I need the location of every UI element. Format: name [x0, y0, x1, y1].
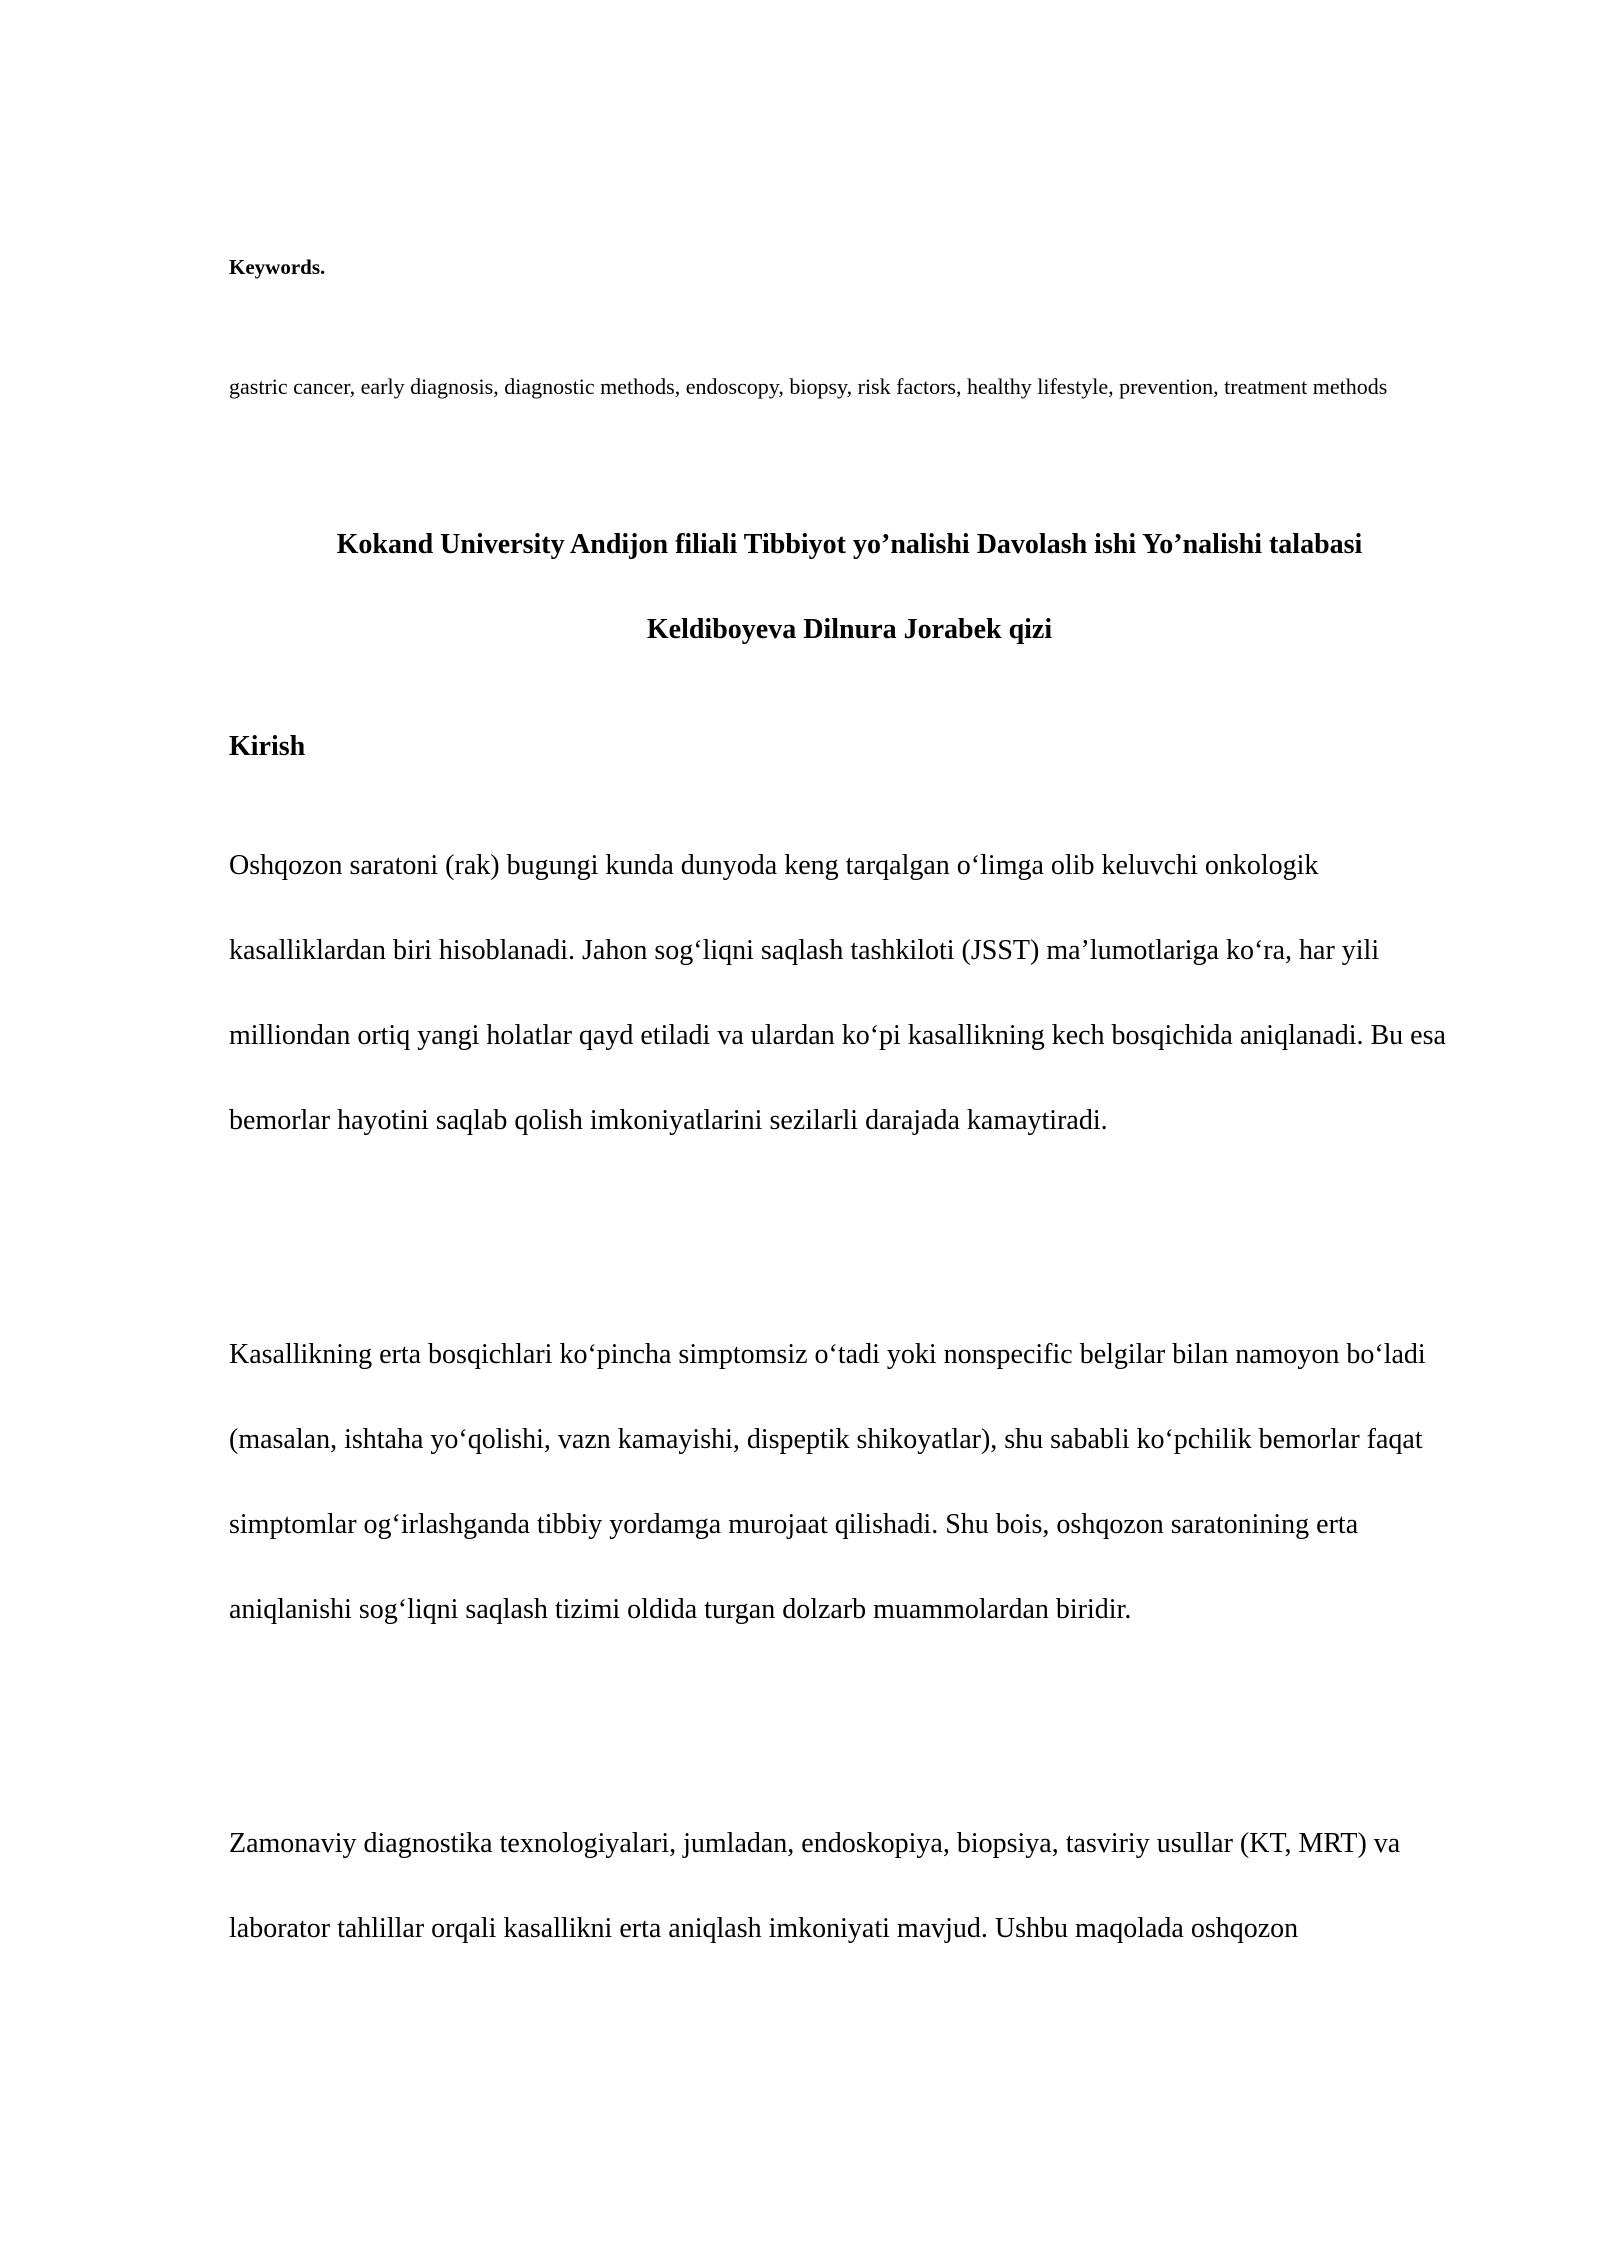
- keywords-heading: Keywords.: [229, 255, 326, 279]
- section-heading: Kirish: [229, 731, 306, 762]
- affiliation-title: Kokand University Andijon filiali Tibbiyot yo’nalishi Davolash ishi Yo’nalishi talabasi: [336, 529, 1363, 560]
- body-paragraph: Zamonaviy diagnostika texnologiyalari, jumladan, endoskopiya, biopsiya, tasviriy usullar (KT, MRT) va laborator tahlillar orqali kasallikni erta aniqlash imkoniyati mavjud. Ushbu maqolada oshqozon: [229, 1828, 1401, 1944]
- body-paragraph: Kasallikning erta bosqichlari ko‘pincha simptomsiz o‘tadi yoki nonspecific belgilar bilan namoyon bo‘ladi (masalan, ishtaha yo‘qolishi, vazn kamayishi, dispeptik shikoyatlar), shu sababli ko‘pchilik bemorlar faqat simptomlar og‘irlashganda tibbiy yordamga murojaat qilishadi. Shu bois, oshqozon saratonining erta aniqlanishi sog‘liqni saqlash tizimi oldida turgan dolzarb muammolardan biridir.: [229, 1339, 1426, 1625]
- author-name: Keldiboyeva Dilnura Jorabek qizi: [646, 614, 1053, 645]
- body-paragraph: Oshqozon saratoni (rak) bugungi kunda dunyoda keng tarqalgan o‘limga olib keluvchi onkologik kasalliklardan biri hisoblanadi. Jahon sog‘liqni saqlash tashkiloti (JSST) ma’lumotlariga ko‘ra, har yili milliondan ortiq yangi holatlar qayd etiladi va ulardan ko‘pi kasallikning kech bosqichida aniqlanadi. Bu esa bemorlar hayotini saqlab qolish imkoniyatlarini sezilarli darajada kamaytiradi.: [229, 850, 1446, 1136]
- keywords-text: gastric cancer, early diagnosis, diagnostic methods, endoscopy, biopsy, risk factors, healthy lifestyle, prevention, treatment methods: [229, 374, 1388, 399]
